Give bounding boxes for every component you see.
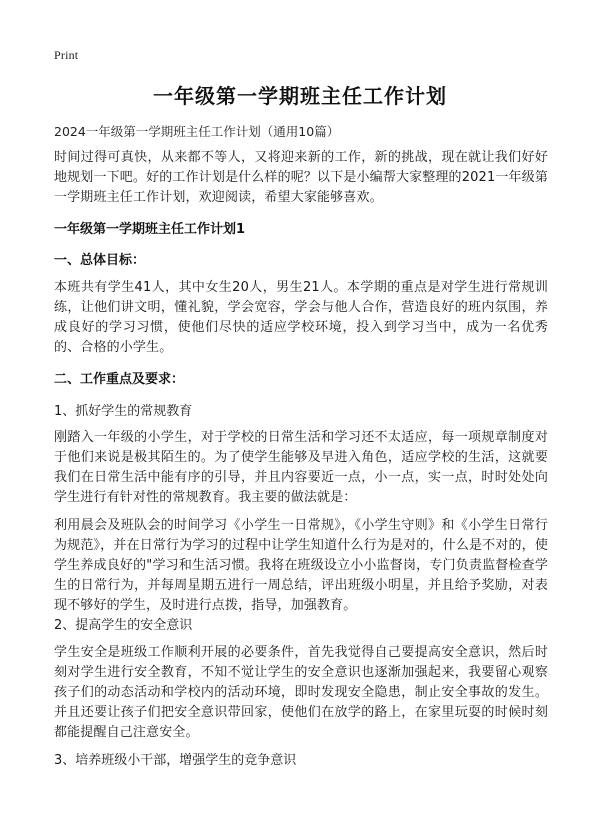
section1-heading: 一、总体目标： (54, 253, 146, 268)
page-subtitle: 2024一年级第一学期班主任工作计划（通用10篇） (54, 124, 340, 139)
item2-paragraph: 学生安全是班级工作顺利开展的必要条件，首先我觉得自己要提高安全意识，然后时刻对学生进行安全教育，不知不觉让学生的安全意识也逐渐加强起来，我要留心观察孩子们的动态活动和学校内的活动环境，即时发现安全隐患，制止安全事故的发生。并且还要让孩子们把安全意识带回家，使他们在放学的路上，在家里玩耍的时候时刻都能提醒自己注意安全。 (54, 645, 548, 740)
intro-paragraph: 时间过得可真快，从来都不等人，又将迎来新的工作，新的挑战，现在就让我们好好地规划一下吧。好的工作计划是什么样的呢？以下是小编帮大家整理的2021一年级第一学期班主任工作计划，欢迎阅读，希望大家能够喜欢。 (54, 150, 548, 205)
item3-heading: 3、培养班级小干部，增强学生的竞争意识 (54, 753, 297, 768)
item1-paragraph-2: 利用晨会及班队会的时间学习《小学生一日常规》，《小学生守则》和《小学生日常行为规范》，并在日常行为学习的过程中让学生知道什么行为是对的，什么是不对的，使学生养成良好的"学习和生活习惯。我将在班级设立小小监督岗，专门负责监督检查学生的日常行为，并每周星期五进行一周总结，评出班级小明星，并且给予奖励，对表现不够好的学生，及时进行点拨，指导，加强教育。 (54, 518, 548, 613)
print-label[interactable]: Print (54, 48, 79, 62)
item2-heading: 2、提高学生的安全意识 (54, 618, 193, 633)
page-title: 一年级第一学期班主任工作计划 (153, 84, 447, 108)
item1-paragraph-1: 刚踏入一年级的小学生，对于学校的日常生活和学习还不太适应，每一项规章制度对于他们来说是极其陌生的。为了使学生能够及早进入角色，适应学校的生活，这就要我们在日常生活中能有序的引导，并且内容要近一点，小一点，实一点，时时处处向学生进行有针对性的常规教育。我主要的做法就是： (54, 430, 548, 505)
item1-heading: 1、抓好学生的常规教育 (54, 404, 193, 419)
section2-heading: 二、工作重点及要求： (54, 372, 185, 387)
section1-paragraph: 本班共有学生41人，其中女生20人，男生21人。本学期的重点是对学生进行常规训练，让他们讲文明，懂礼貌，学会宽容，学会与他人合作，营造良好的班内氛围，养成良好的学习习惯，使他们尽快的适应学校环境，投入到学习当中，成为一名优秀的、合格的小学生。 (54, 280, 548, 355)
plan-heading: 一年级第一学期班主任工作计划1 (54, 222, 246, 237)
